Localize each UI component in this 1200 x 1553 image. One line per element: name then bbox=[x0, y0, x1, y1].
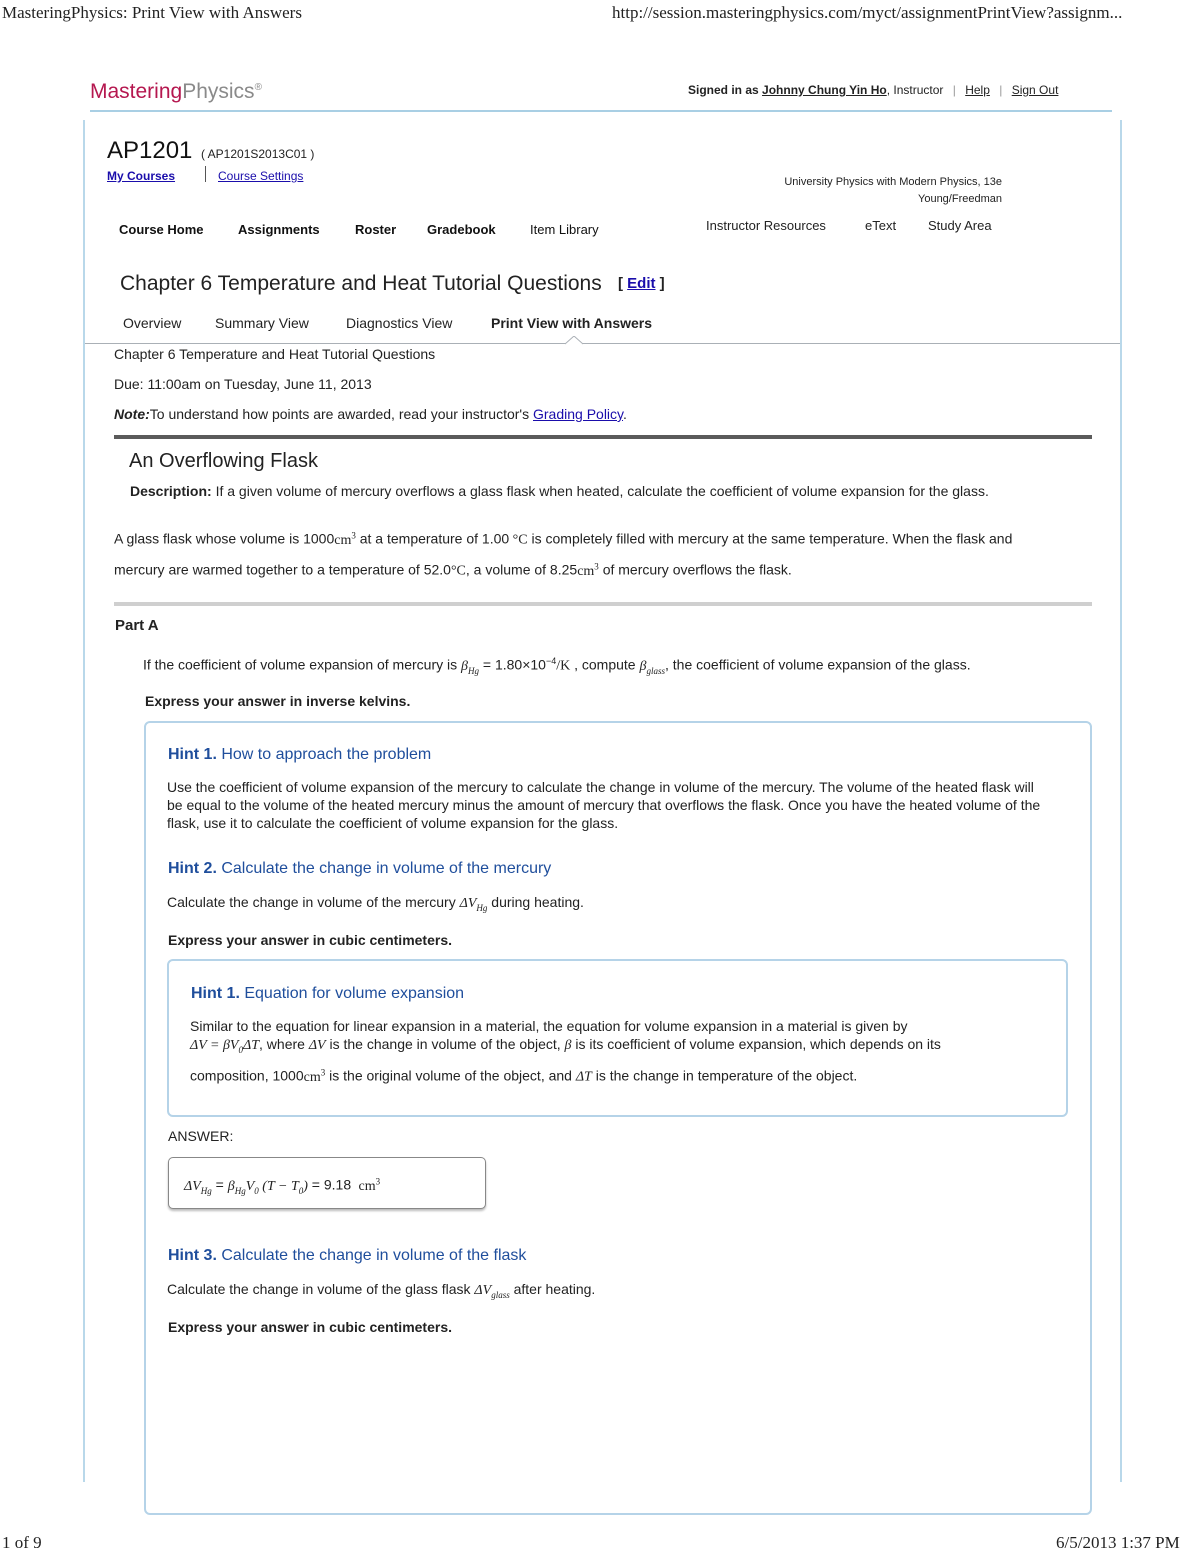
beta-symbol: β bbox=[564, 1038, 572, 1053]
hint-2-instruction: Express your answer in cubic centimeters. bbox=[168, 932, 453, 948]
edit-link[interactable]: Edit bbox=[627, 275, 656, 292]
hint-2-text bbox=[167, 893, 584, 917]
answer-value: = 9.18 bbox=[311, 1176, 352, 1193]
statement-text: , a volume of 8.25 bbox=[465, 561, 578, 578]
separator bbox=[205, 166, 206, 182]
problem-statement-line2 bbox=[114, 557, 792, 581]
grading-note bbox=[114, 405, 627, 423]
hint-1-text: Use the coefficient of volume expansion of the mercury to calculate the change in volume of the mercury. The volume of the heated flask will be equal to the volume of the heated mercury minus the amount of mercury that overflows the flask. Once you have the heated volume of the flask, use it to calculate the coefficient of volume expansion for the glass. bbox=[167, 779, 1041, 831]
hint-text: , where bbox=[259, 1036, 305, 1052]
nav-gradebook[interactable]: Gradebook bbox=[427, 222, 496, 237]
logo-word-mastering: Mastering bbox=[90, 80, 183, 103]
part-a-label: Part A bbox=[115, 617, 159, 634]
active-tab-pointer bbox=[565, 336, 583, 345]
hint-title: Calculate the change in volume of the flask bbox=[221, 1247, 527, 1264]
equation-volume-expansion: $\Delta V = \beta V_0\Delta T$ bbox=[190, 1038, 260, 1055]
unit-celsius: °C bbox=[509, 532, 528, 548]
sub-hint-text-line2 bbox=[190, 1035, 941, 1059]
part-rule bbox=[114, 602, 1092, 606]
statement-text: of mercury overflows the flask. bbox=[602, 561, 792, 578]
delta-v-glass-symbol: $\Delta V_{glass}$ bbox=[474, 1283, 510, 1300]
question-exponent: −4 bbox=[545, 656, 557, 666]
unit-per-kelvin: /K bbox=[556, 658, 571, 674]
hint-number: Hint 2. bbox=[168, 860, 217, 877]
beta-hg-symbol: $\beta_{Hg}$ bbox=[461, 658, 479, 676]
hint-2-heading[interactable] bbox=[168, 860, 551, 878]
hint-3-heading[interactable] bbox=[168, 1247, 526, 1265]
question-text: , the coefficient of volume expansion of the glass. bbox=[664, 656, 971, 673]
user-role: , Instructor bbox=[886, 83, 944, 97]
print-footer-datetime: 6/5/2013 1:37 PM bbox=[1056, 1533, 1180, 1552]
course-settings-link[interactable]: Course Settings bbox=[218, 169, 304, 183]
delta-t-symbol: ΔT bbox=[575, 1069, 592, 1085]
question-text: If the coefficient of volume expansion of mercury is bbox=[143, 656, 458, 673]
separator: | bbox=[999, 83, 1003, 97]
hint-number: Hint 3. bbox=[168, 1247, 217, 1264]
nav-etext[interactable]: eText bbox=[865, 218, 897, 233]
frame-right-border bbox=[1120, 120, 1122, 1482]
part-a-instruction: Express your answer in inverse kelvins. bbox=[145, 693, 411, 709]
course-code: ( AP1201S2013C01 ) bbox=[201, 147, 315, 161]
hint-text: is its coefficient of volume expansion, which depends on its bbox=[575, 1036, 941, 1052]
hint-text: after heating. bbox=[513, 1281, 596, 1297]
hint-1-heading[interactable] bbox=[168, 746, 431, 764]
statement-text: at a temperature of 1.00 bbox=[359, 530, 510, 547]
tabs-rule bbox=[85, 343, 1120, 344]
logo-registered-mark: ® bbox=[254, 82, 262, 93]
delta-v-hg-symbol: $\Delta V_{Hg}$ bbox=[459, 896, 488, 913]
statement-text: A glass flask whose volume is 1000 bbox=[114, 530, 335, 547]
part-a-question bbox=[143, 652, 971, 679]
hint-3-instruction: Express your answer in cubic centimeters. bbox=[168, 1319, 453, 1335]
nav-course-home[interactable]: Course Home bbox=[119, 222, 204, 237]
statement-text: mercury are warmed together to a temperature of 52.0 bbox=[114, 561, 451, 578]
description-label: Description: bbox=[130, 483, 212, 499]
answer-label: ANSWER: bbox=[168, 1128, 234, 1144]
grading-policy-link[interactable]: Grading Policy bbox=[533, 406, 624, 422]
delta-v-symbol: ΔV bbox=[308, 1038, 326, 1053]
assignment-subtitle: Chapter 6 Temperature and Heat Tutorial Questions bbox=[114, 346, 436, 362]
user-bar bbox=[688, 83, 1058, 97]
answer-formula: $\beta_{Hg}V_0$ $(T - T_0)$ bbox=[227, 1178, 308, 1196]
hint-number: Hint 1. bbox=[191, 985, 240, 1002]
tab-summary-view[interactable]: Summary View bbox=[215, 315, 309, 331]
sub-hint-1-heading[interactable] bbox=[191, 985, 464, 1003]
nav-assignments[interactable]: Assignments bbox=[238, 222, 320, 237]
description-text: If a given volume of mercury overflows a glass flask when heated, calculate the coefficient of volume expansion for the glass. bbox=[215, 483, 989, 499]
hint-title: Calculate the change in volume of the mercury bbox=[221, 860, 552, 877]
nav-instructor-resources[interactable]: Instructor Resources bbox=[706, 218, 826, 233]
hint-number: Hint 1. bbox=[168, 746, 217, 763]
hint-text: composition, 1000 bbox=[190, 1067, 304, 1084]
problem-title: An Overflowing Flask bbox=[129, 450, 318, 472]
hint-text: Calculate the change in volume of the glass flask bbox=[167, 1281, 471, 1297]
edit-link-wrapper: [ Edit ] bbox=[618, 275, 665, 292]
course-name: AP1201 bbox=[107, 137, 193, 164]
book-title: University Physics with Modern Physics, 13e bbox=[784, 176, 1002, 188]
answer-expression: $\Delta V_{Hg} = \beta_{Hg}V_0$ $(T - T_0) = 9.18$ $cm^3$ bbox=[184, 1176, 381, 1196]
hint-text: Calculate the change in volume of the mercury bbox=[167, 894, 456, 910]
signed-in-label: Signed in as bbox=[688, 83, 759, 97]
hint-3-text bbox=[167, 1280, 595, 1304]
statement-text: is completely filled with mercury at the same temperature. When the flask and bbox=[531, 530, 1013, 547]
nav-item-library[interactable]: Item Library bbox=[530, 222, 599, 237]
hint-title: Equation for volume expansion bbox=[244, 985, 465, 1002]
logo-word-physics: Physics bbox=[182, 80, 255, 103]
note-end: . bbox=[623, 406, 627, 422]
tab-diagnostics-view[interactable]: Diagnostics View bbox=[346, 315, 453, 331]
nav-study-area[interactable]: Study Area bbox=[928, 218, 992, 233]
unit-cm3: $cm^3$ bbox=[303, 1067, 326, 1085]
hint-text: is the change in temperature of the object. bbox=[595, 1067, 858, 1084]
beta-glass-symbol: $\beta_{glass}$ bbox=[639, 658, 665, 676]
print-header-url: http://session.masteringphysics.com/myct/assignmentPrintView?assignm... bbox=[612, 3, 1123, 22]
hint-text: is the original volume of the object, and bbox=[329, 1067, 572, 1084]
sub-hint-text-line3 bbox=[190, 1063, 857, 1087]
question-text: , compute bbox=[574, 656, 636, 673]
nav-roster[interactable]: Roster bbox=[355, 222, 397, 237]
sign-out-link[interactable]: Sign Out bbox=[1011, 83, 1059, 97]
problem-statement-line1 bbox=[114, 526, 1012, 550]
separator: | bbox=[952, 83, 956, 97]
question-value: = 1.80×10 bbox=[482, 656, 546, 673]
note-text: To understand how points are awarded, read your instructor's bbox=[149, 406, 530, 422]
assignment-title: Chapter 6 Temperature and Heat Tutorial Questions bbox=[120, 272, 602, 295]
header-rule bbox=[90, 110, 1112, 112]
unit-cm3: $cm^3$ bbox=[577, 561, 599, 579]
sub-hint-text-line1: Similar to the equation for linear expansion in a material, the equation for volume expansion in a material is given by bbox=[190, 1018, 908, 1034]
help-link[interactable]: Help bbox=[965, 83, 990, 97]
unit-cm3: $cm^3$ bbox=[355, 1176, 381, 1194]
due-date: Due: 11:00am on Tuesday, June 11, 2013 bbox=[114, 376, 372, 392]
print-header-title: MasteringPhysics: Print View with Answers bbox=[2, 3, 302, 22]
section-rule bbox=[114, 435, 1092, 439]
problem-description bbox=[130, 482, 989, 500]
frame-left-border bbox=[83, 120, 85, 1482]
hint-title: How to approach the problem bbox=[221, 746, 432, 763]
tab-overview[interactable]: Overview bbox=[123, 315, 182, 331]
hint-text: is the change in volume of the object, bbox=[329, 1036, 561, 1052]
book-authors: Young/Freedman bbox=[918, 193, 1002, 205]
mastering-physics-logo[interactable] bbox=[90, 80, 262, 104]
unit-celsius: °C bbox=[450, 563, 466, 579]
my-courses-link[interactable]: My Courses bbox=[107, 169, 176, 183]
tab-print-view-with-answers[interactable]: Print View with Answers bbox=[491, 315, 653, 331]
print-footer-page: 1 of 9 bbox=[2, 1533, 42, 1552]
delta-v-hg-symbol: $\Delta V_{Hg}$ bbox=[184, 1178, 212, 1196]
note-label: Note: bbox=[114, 406, 150, 422]
hints-container bbox=[144, 721, 1092, 1515]
hint-text: during heating. bbox=[491, 894, 584, 910]
user-name-link[interactable]: Johnny Chung Yin Ho bbox=[762, 83, 887, 97]
unit-cm3: $cm^3$ bbox=[334, 530, 356, 548]
